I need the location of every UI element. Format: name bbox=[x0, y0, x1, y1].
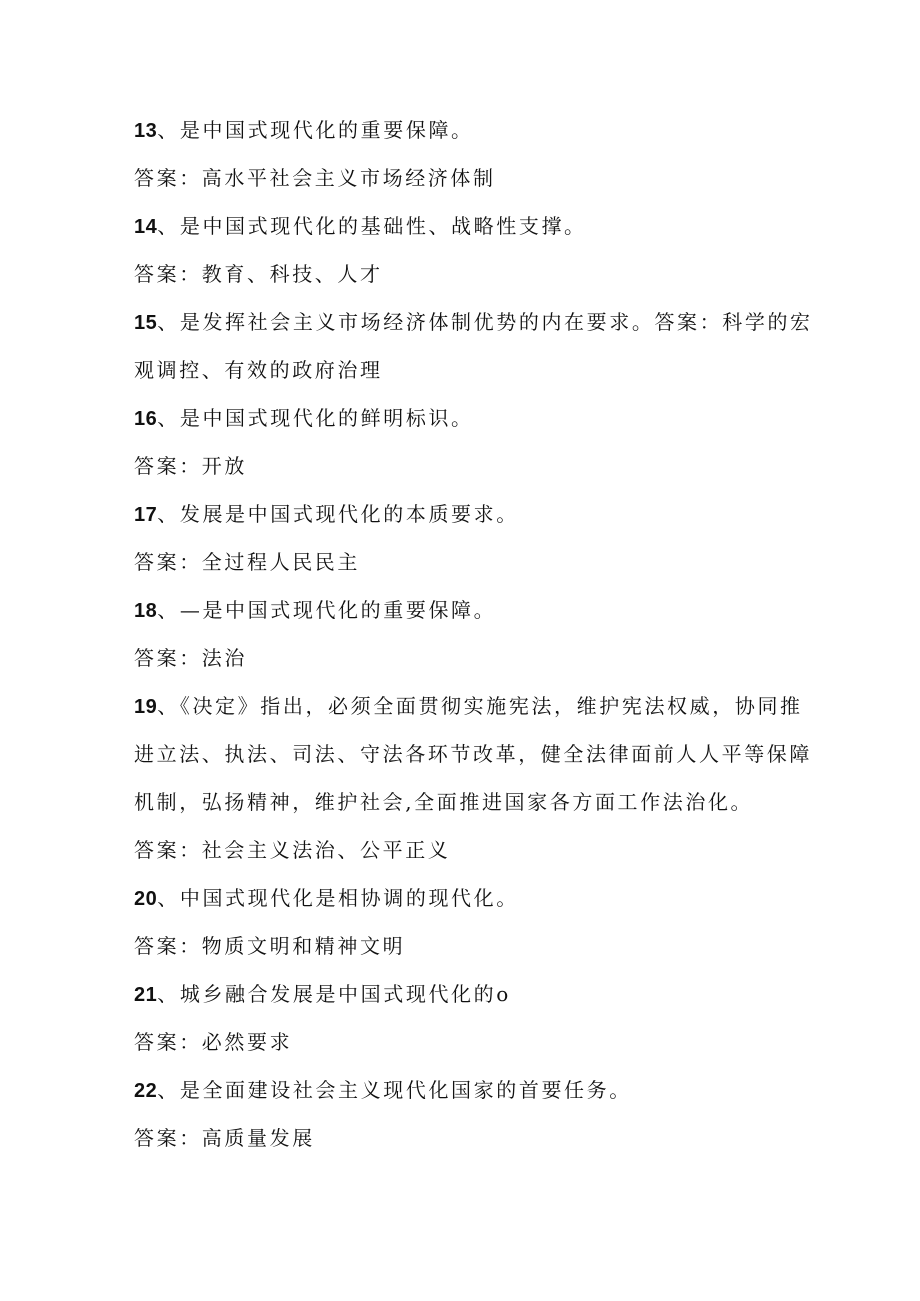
question-17 bbox=[134, 502, 794, 527]
question-19-continued-2: 机制，弘扬精神，维护社会,全面推进国家各方面工作法治化。 bbox=[134, 790, 754, 814]
question-19-continued: 进立法、执法、司法、守法各环节改革，健全法律面前人人平等保障 bbox=[134, 742, 812, 766]
question-number: 18 bbox=[134, 600, 158, 622]
question-number: 20 bbox=[134, 888, 158, 910]
question-20 bbox=[134, 886, 794, 911]
question-number: 17 bbox=[134, 504, 158, 526]
question-text: 、《决定》指出，必须全面贯彻实施宪法，维护宪法权威，协同推 bbox=[157, 694, 803, 718]
answer-17: 答案：全过程人民民主 bbox=[134, 550, 360, 574]
question-text: 、是全面建设社会主义现代化国家的首要任务。 bbox=[157, 1078, 632, 1102]
answer-20: 答案：物质文明和精神文明 bbox=[134, 934, 406, 958]
question-15-continued: 观调控、有效的政府治理 bbox=[134, 358, 383, 382]
question-22 bbox=[134, 1078, 794, 1103]
question-text: 、城乡融合发展是中国式现代化的o bbox=[157, 982, 511, 1006]
answer-16: 答案：开放 bbox=[134, 454, 247, 478]
answer-19: 答案：社会主义法治、公平正义 bbox=[134, 838, 451, 862]
answer-21: 答案：必然要求 bbox=[134, 1030, 293, 1054]
question-13 bbox=[134, 118, 794, 143]
question-text: 、—是中国式现代化的重要保障。 bbox=[157, 598, 497, 622]
question-text: 、发展是中国式现代化的本质要求。 bbox=[157, 502, 519, 526]
question-text: 、中国式现代化是相协调的现代化。 bbox=[157, 886, 519, 910]
question-14 bbox=[134, 214, 794, 239]
question-15 bbox=[134, 310, 813, 335]
question-21 bbox=[134, 982, 794, 1007]
question-number: 21 bbox=[134, 984, 158, 1006]
question-number: 13 bbox=[134, 120, 158, 142]
question-16 bbox=[134, 406, 794, 431]
question-number: 16 bbox=[134, 408, 158, 430]
question-number: 15 bbox=[134, 312, 158, 334]
question-number: 19 bbox=[134, 696, 158, 718]
answer-14: 答案：教育、科技、人才 bbox=[134, 262, 383, 286]
question-19 bbox=[134, 694, 803, 719]
question-number: 14 bbox=[134, 216, 158, 238]
question-number: 22 bbox=[134, 1080, 158, 1102]
answer-13: 答案：高水平社会主义市场经济体制 bbox=[134, 166, 496, 190]
answer-18: 答案：法治 bbox=[134, 646, 247, 670]
answer-22: 答案：高质量发展 bbox=[134, 1126, 315, 1150]
question-text: 、是中国式现代化的重要保障。 bbox=[157, 118, 474, 142]
question-text: 、是发挥社会主义市场经济体制优势的内在要求。答案：科学的宏 bbox=[157, 310, 813, 334]
question-text: 、是中国式现代化的基础性、战略性支撑。 bbox=[157, 214, 587, 238]
question-18 bbox=[134, 598, 794, 623]
question-text: 、是中国式现代化的鲜明标识。 bbox=[157, 406, 474, 430]
